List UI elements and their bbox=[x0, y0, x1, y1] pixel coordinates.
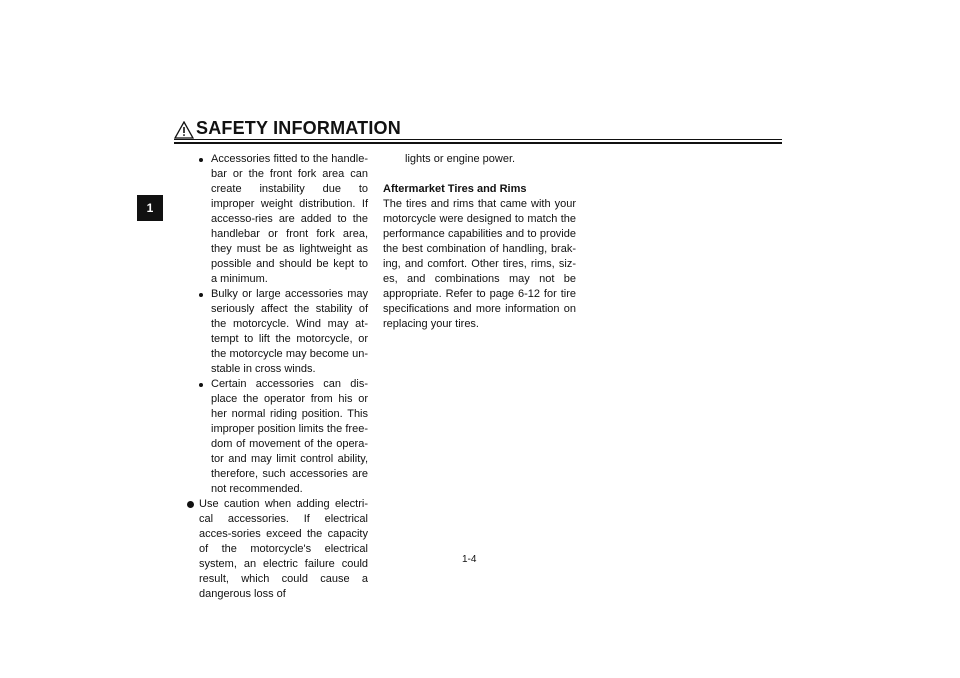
bullet-icon bbox=[199, 383, 203, 387]
bullet-icon bbox=[199, 158, 203, 162]
list-item-text: Certain accessories can dis-place the operator from his or her normal riding position. This improper position limits the free-dom of movement of the opera-tor and may limit control ability, therefore, such accessories are not recommended. bbox=[211, 378, 368, 495]
page-title: SAFETY INFORMATION bbox=[196, 118, 401, 138]
list-item bbox=[186, 287, 368, 377]
continued-text: lights or engine power. bbox=[405, 153, 516, 165]
body-paragraph: The tires and rims that came with your motorcycle were designed to match the performance capabilities and to provide the best combination of handling, brak-ing, and comfort. Other tires, rims, siz-es, and combinations may not be appropriate. Refer to page 6-12 for tire specifications and more information on replacing your tires. bbox=[383, 198, 576, 330]
bullet-icon bbox=[199, 293, 203, 297]
list-item bbox=[186, 377, 368, 497]
right-column bbox=[383, 152, 576, 332]
list-item bbox=[186, 497, 368, 602]
list-item-text: Use caution when adding electri-cal accessories. If electrical acces-sories exceed the capacity of the motorcycle's electrical system, an electric failure could result, which could cause a dangerous loss of bbox=[199, 498, 368, 600]
warning-triangle-icon bbox=[174, 121, 194, 139]
page-number: 1-4 bbox=[462, 554, 477, 565]
chapter-tab: 1 bbox=[137, 195, 163, 221]
page-header bbox=[174, 118, 782, 148]
header-rule-thick bbox=[174, 142, 782, 144]
list-item-text: Accessories fitted to the handle-bar or the front fork area can create instability due to improper weight distribution. If accesso-ries are added to the handlebar or front fork area, they must be as lightweight as possible and should be kept to a minimum. bbox=[211, 153, 368, 285]
section-heading: Aftermarket Tires and Rims bbox=[383, 183, 527, 195]
list-item bbox=[186, 152, 368, 287]
bullet-icon bbox=[187, 501, 194, 508]
header-rule-thin bbox=[174, 139, 782, 140]
list-item-text: Bulky or large accessories may seriously affect the stability of the motorcycle. Wind may at-tempt to lift the motorcycle, or the motorcycle may become un-stable in cross winds. bbox=[211, 288, 368, 375]
left-column bbox=[186, 152, 368, 602]
